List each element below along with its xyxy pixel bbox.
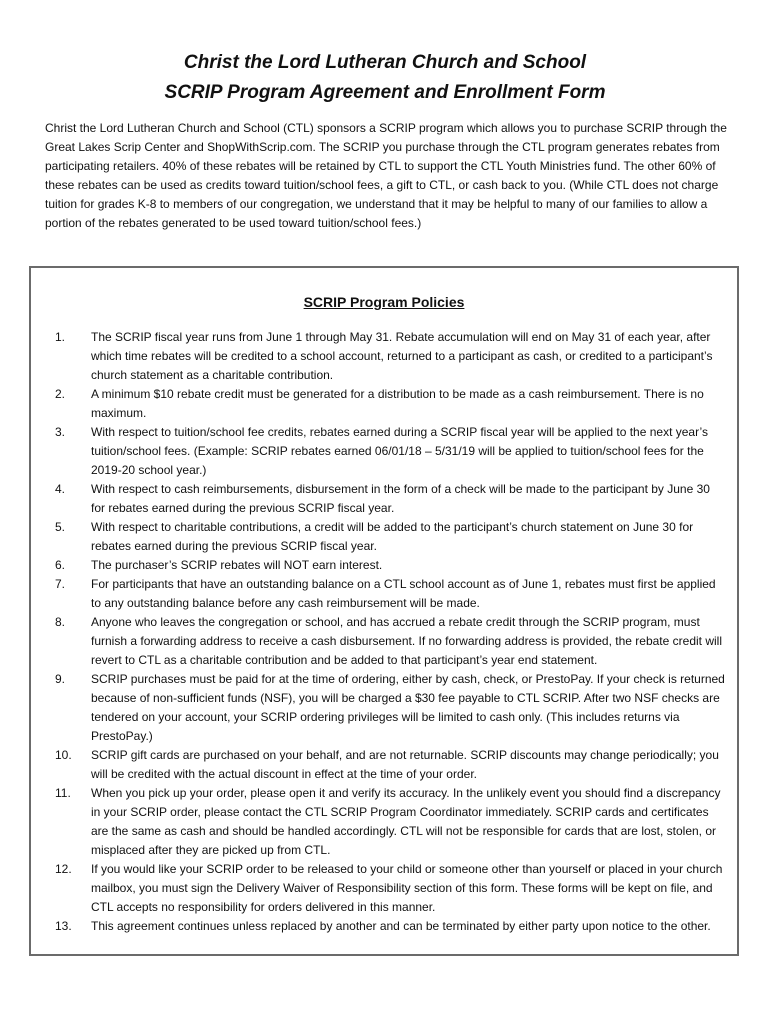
policy-text: The purchaser’s SCRIP rebates will NOT earn interest. — [91, 558, 383, 572]
policy-number: 7. — [55, 577, 66, 591]
policy-text: A minimum $10 rebate credit must be generated for a distribution to be made as a cash reimbursement. There is no maximum. — [91, 387, 704, 420]
policy-text: With respect to charitable contributions, a credit will be added to the participant’s church statement on June 30 for rebates earned during the previous SCRIP fiscal year. — [91, 520, 694, 553]
policy-item — [55, 385, 725, 423]
policy-number: 8. — [55, 615, 66, 629]
policy-number: 6. — [55, 558, 66, 572]
policy-number: 3. — [55, 425, 66, 439]
policy-text: For participants that have an outstanding balance on a CTL school account as of June 1, rebates must first be applied to any outstanding balance before any cash reimbursement will be made. — [91, 577, 716, 610]
policy-item — [55, 670, 725, 746]
policy-text: With respect to cash reimbursements, disbursement in the form of a check will be made to the participant by June 30 for rebates earned during the previous SCRIP fiscal year. — [91, 482, 710, 515]
policy-item — [55, 860, 725, 917]
title-line-2: SCRIP Program Agreement and Enrollment Form — [164, 82, 606, 103]
policy-text: This agreement continues unless replaced by another and can be terminated by either party upon notice to the other. — [91, 919, 711, 933]
policy-item — [55, 423, 725, 480]
policies-heading: SCRIP Program Policies — [303, 294, 465, 310]
policy-item — [55, 556, 725, 575]
document-title — [0, 48, 770, 108]
policy-text: With respect to tuition/school fee credits, rebates earned during a SCRIP fiscal year will be applied to the next year’s tuition/school fees. (Example: SCRIP rebates earned 06/01/18 – 5/31/19 will be applied to tuition/school fees for the 2019-20 school year.) — [91, 425, 708, 477]
policy-number: 11. — [55, 786, 71, 800]
policy-item — [55, 575, 725, 613]
policy-number: 13. — [55, 919, 72, 933]
policy-text: SCRIP gift cards are purchased on your behalf, and are not returnable. SCRIP discounts may change periodically; you will be credited with the actual discount in effect at the time of your order. — [91, 748, 719, 781]
policy-number: 9. — [55, 672, 66, 686]
policy-item — [55, 518, 725, 556]
policy-text: If you would like your SCRIP order to be released to your child or someone other than yourself or placed in your church mailbox, you must sign the Delivery Waiver of Responsibility section of this form. These forms will be kept on file, and CTL accepts no responsibility for orders delivered in this manner. — [91, 862, 723, 914]
policy-text: SCRIP purchases must be paid for at the time of ordering, either by cash, check, or PrestoPay. If your check is returned because of non-sufficient funds (NSF), you will be charged a $30 fee payable to CTL SCRIP. After two NSF checks are tendered on your account, your SCRIP ordering privileges will be limited to cash only. (This includes returns via PrestoPay.) — [91, 672, 725, 743]
policy-text: When you pick up your order, please open it and verify its accuracy. In the unlikely event you should find a discrepancy in your SCRIP order, please contact the CTL SCRIP Program Coordinator immediately. SCRIP cards and certificates are the same as cash and should be handled accordingly. CTL will not be responsible for cards that are lost, stolen, or misplaced after they are picked up from CTL. — [91, 786, 721, 857]
policy-number: 4. — [55, 482, 66, 496]
policy-number: 12. — [55, 862, 72, 876]
policy-number: 10. — [55, 748, 72, 762]
policies-list — [55, 328, 725, 936]
policy-item — [55, 613, 725, 670]
intro-paragraph: Christ the Lord Lutheran Church and School (CTL) sponsors a SCRIP program which allows you to purchase SCRIP through the Great Lakes Scrip Center and ShopWithScrip.com. The SCRIP you purchase through the CTL program generates rebates from participating retailers. 40% of these rebates will be retained by CTL to support the CTL Youth Ministries fund. The other 60% of these rebates can be used as credits toward tuition/school fees, a gift to CTL, or cash back to you. (While CTL does not charge tuition for grades K-8 to members of our congregation, we understand that it may be helpful to many of our families to allow a portion of the rebates generated to be used toward tuition/school fees.) — [45, 121, 727, 230]
policy-text: Anyone who leaves the congregation or school, and has accrued a rebate credit through the SCRIP program, must furnish a forwarding address to receive a cash disbursement. If no forwarding address is provided, the rebate credit will revert to CTL as a charitable contribution and be added to that participant’s year end statement. — [91, 615, 722, 667]
policy-item — [55, 328, 725, 385]
policy-item — [55, 480, 725, 518]
policy-number: 2. — [55, 387, 66, 401]
title-line-1: Christ the Lord Lutheran Church and School — [183, 52, 587, 73]
policy-number: 5. — [55, 520, 66, 534]
policies-box — [29, 266, 739, 956]
policy-item — [55, 746, 725, 784]
policy-text: The SCRIP fiscal year runs from June 1 through May 31. Rebate accumulation will end on May 31 of each year, after which time rebates will be credited to a school account, returned to a participant as cash, or credited to a participant’s church statement as a charitable contribution. — [91, 330, 713, 382]
policy-item — [55, 917, 725, 936]
policy-number: 1. — [55, 330, 66, 344]
policy-item — [55, 784, 725, 860]
